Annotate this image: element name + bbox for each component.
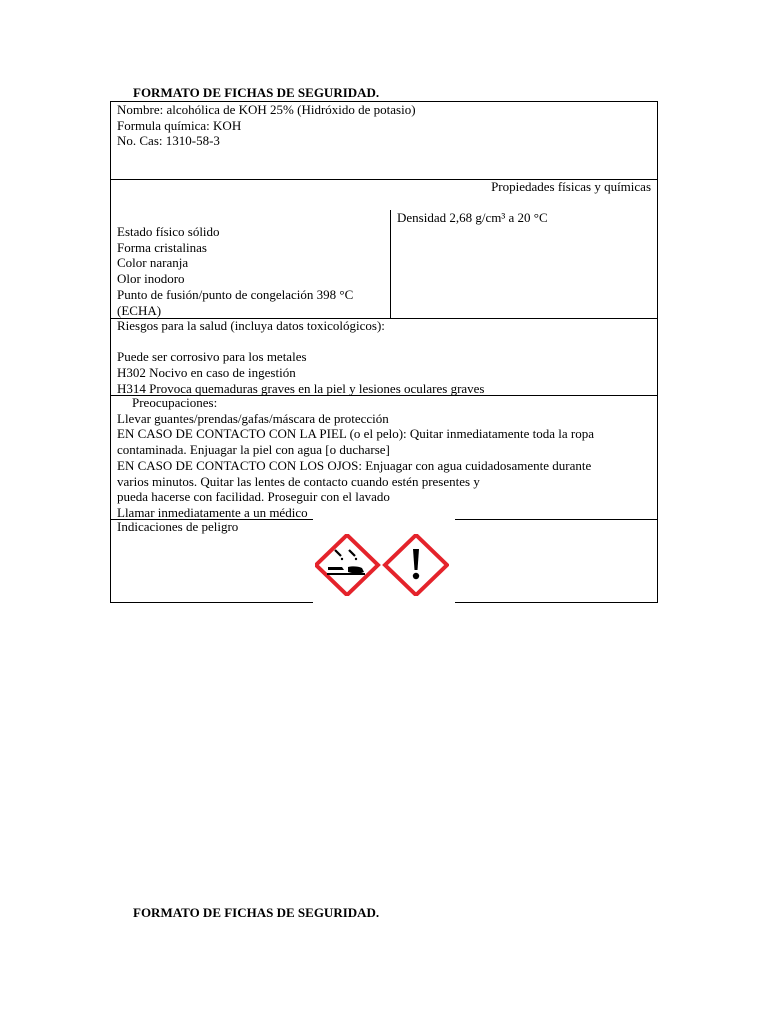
hazard-statement: H302 Nocivo en caso de ingestión bbox=[117, 365, 296, 381]
corroded-surface-icon bbox=[328, 567, 344, 570]
precaution-line: EN CASO DE CONTACTO CON LOS OJOS: Enjuagar con agua cuidadosamente durante bbox=[117, 457, 592, 473]
ghs-pictograms bbox=[315, 534, 449, 596]
precaution-line: EN CASO DE CONTACTO CON LA PIEL (o el pelo): Quitar inmediatamente toda la ropa bbox=[117, 426, 594, 442]
cas-number: No. Cas: 1310-58-3 bbox=[117, 133, 220, 149]
spacer bbox=[117, 334, 485, 350]
density-value: Densidad 2,68 g/cm³ a 20 °C bbox=[397, 210, 548, 225]
exclamation-pictogram bbox=[385, 535, 447, 595]
identification-section bbox=[117, 102, 416, 149]
precaution-line: Llamar inmediatamente a un médico bbox=[117, 504, 308, 520]
image-backdrop bbox=[313, 514, 455, 520]
corrosion-pictogram bbox=[316, 535, 378, 595]
properties-list bbox=[117, 224, 353, 318]
precaution-line: contaminada. Enjuagar la piel con agua [o ducharse] bbox=[117, 442, 390, 458]
hazard-statement: Puede ser corrosivo para los metales bbox=[117, 349, 307, 365]
health-risks-section bbox=[117, 318, 485, 397]
drop-icon bbox=[341, 558, 343, 560]
page-heading: FORMATO DE FICHAS DE SEGURIDAD. bbox=[133, 85, 380, 100]
property-item: Color naranja bbox=[117, 255, 189, 271]
exclamation-dot-icon bbox=[413, 573, 419, 579]
safety-sheet-table bbox=[110, 101, 658, 603]
property-item: Olor inodoro bbox=[117, 271, 185, 287]
precautions-title: Preocupaciones: bbox=[132, 395, 218, 410]
property-item: Forma cristalinas bbox=[117, 239, 207, 255]
property-item: (ECHA) bbox=[117, 302, 162, 318]
drop-icon bbox=[355, 558, 357, 560]
precaution-line: pueda hacerse con facilidad. Proseguir con el lavado bbox=[117, 489, 390, 505]
hazard-statement: H314 Provoca quemaduras graves en la piel y lesiones oculares graves bbox=[117, 380, 485, 396]
precaution-line: varios minutos. Quitar las lentes de contacto cuando estén presentes y bbox=[117, 473, 480, 489]
precaution-line: Llevar guantes/prendas/gafas/máscara de protección bbox=[117, 410, 389, 426]
property-item: Punto de fusión/punto de congelación 398 °C bbox=[117, 286, 354, 302]
properties-title: Propiedades físicas y químicas bbox=[491, 179, 651, 194]
corrosion-diamond-icon bbox=[316, 535, 378, 595]
property-item: Estado físico sólido bbox=[117, 224, 220, 239]
hazard-indications-title: Indicaciones de peligro bbox=[117, 519, 239, 534]
page-heading-repeat: FORMATO DE FICHAS DE SEGURIDAD. bbox=[133, 905, 380, 920]
column-divider bbox=[390, 210, 391, 318]
precautions-section bbox=[117, 395, 594, 521]
health-risks-title: Riesgos para la salud (incluya datos toxicológicos): bbox=[117, 318, 385, 333]
product-name: Nombre: alcohólica de KOH 25% (Hidróxido de potasio) bbox=[117, 102, 416, 117]
image-backdrop bbox=[313, 598, 455, 604]
chemical-formula: Formula química: KOH bbox=[117, 117, 242, 133]
